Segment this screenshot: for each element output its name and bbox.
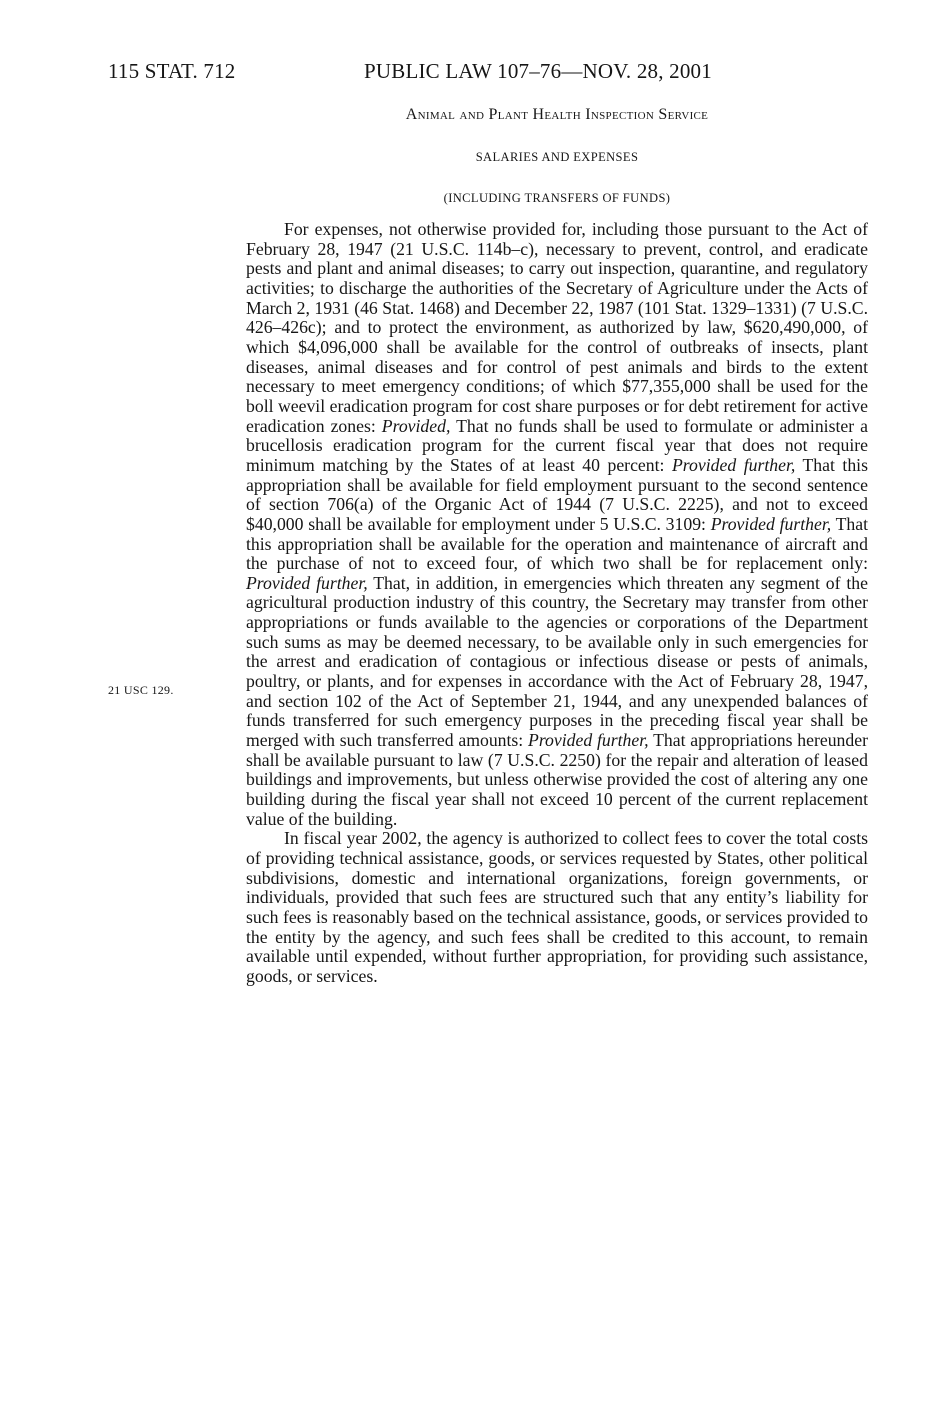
- margin-note-usc: 21 USC 129.: [108, 683, 174, 697]
- proviso-label: Provided further,: [528, 730, 649, 751]
- proviso-label: Provided,: [381, 415, 451, 436]
- text-segment: For expenses, not otherwise provided for, including those pursuant to the Act of February 28, 1947 (21 U.S.C. 114b–c), necessary to prevent, control, and eradicate pests and plant and animal diseases; to carry out inspection, quarantine, and regulatory activities; to discharge the authorities of the Secretary of Agriculture under the Acts of March 2, 1931 (46 Stat. 1468) and December 22, 1987 (101 Stat. 1329–1331) (7 U.S.C. 426–426c); and to protect the environment, as authorized by law, $620,490,000, of which $4,096,000 shall be available for the control of outbreaks of insects, plant diseases, animal diseases and for control of pest animals and birds to the extent necessary to meet emergency conditions; of which $77,355,000 shall be used for the boll weevil eradication program for cost share purposes or for debt retirement for active eradication zones:: [246, 219, 868, 436]
- agency-heading: Animal and Plant Health Inspection Service: [405, 106, 709, 123]
- transfers-subheading: (INCLUDING TRANSFERS OF FUNDS): [443, 191, 671, 205]
- body-text: [246, 220, 868, 987]
- fees-paragraph: In fiscal year 2002, the agency is authorized to collect fees to cover the total costs of providing technical assistance, goods, or services requested by States, other political subdivisions, domestic and international organizations, foreign governments, or individuals, provided that such fees are structured such that any entity’s liability for such fees is reasonably based on the technical assistance, goods, or services provided to the entity by the agency, and such fees shall be credited to this account, to remain available until expended, without further appropriation, for providing such assistance, goods, or services.: [246, 828, 868, 986]
- appropriation-paragraph: [246, 220, 868, 829]
- text-segment: That this appropriation shall be available for the operation and maintenance of aircraft and the purchase of not to exceed four, of which two shall be for replacement only:: [246, 513, 868, 574]
- text-segment: That, in addition, in emergencies which threaten any segment of the agricultural production industry of this country, the Secretary may transfer from other appropriations or funds available to the agencies or corporations of the Department such sums as may be deemed necessary, to be available only in such emergencies for the arrest and eradication of contagious or infectious disease or pests of animals, poultry, or plants, and for expenses in accordance with the Act of February 28, 1947, and section 102 of the Act of September 21, 1944, and any unexpended balances of funds transferred for such emergency purposes in the preceding fiscal year shall be merged with such transferred amounts:: [246, 572, 868, 751]
- proviso-label: Provided further,: [671, 454, 796, 475]
- law-citation: PUBLIC LAW 107–76—NOV. 28, 2001: [364, 59, 712, 83]
- text-segment: That appropriations hereunder shall be available pursuant to law (7 U.S.C. 2250) for the repair and alteration of leased buildings and improvements, but unless otherwise provided the cost of altering any one building during the fiscal year shall not exceed 10 percent of the current replacement value of the building.: [246, 730, 868, 829]
- text-segment: That no funds shall be used to formulate or administer a brucellosis eradication program for the current fiscal year that does not require minimum matching by the States of at least 40 percent:: [246, 415, 868, 475]
- proviso-label: Provided further,: [710, 513, 832, 534]
- text-segment: That this appropriation shall be available for field employment pursuant to the second sentence of section 706(a) of the Organic Act of 1944 (7 U.S.C. 2225), and not to exceed $40,000 shall be available for employment under 5 U.S.C. 3109:: [246, 454, 868, 534]
- salaries-subheading: SALARIES AND EXPENSES: [475, 150, 639, 164]
- stat-citation: 115 STAT. 712: [108, 59, 236, 83]
- proviso-label: Provided further,: [246, 572, 368, 593]
- page-header: [108, 54, 828, 88]
